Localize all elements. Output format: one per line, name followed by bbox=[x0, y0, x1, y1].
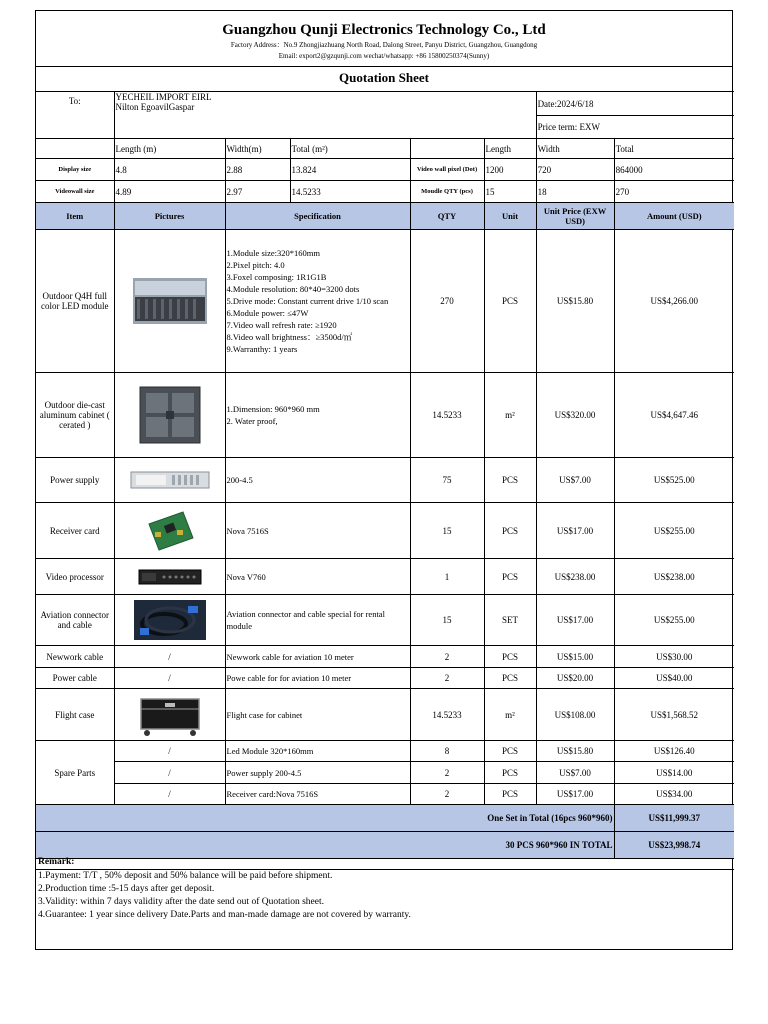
spec-line: 2. Water proof, bbox=[226, 416, 278, 426]
item-unit-price: US$238.00 bbox=[536, 559, 614, 595]
item-qty: 2 bbox=[410, 668, 484, 689]
pixel-length: 1200 bbox=[484, 159, 536, 181]
item-unit-price: US$20.00 bbox=[536, 668, 614, 689]
col-amount: Amount (USD) bbox=[614, 203, 734, 230]
item-spec bbox=[225, 373, 410, 458]
remark-line: 4.Guarantee: 1 year since delivery Date.Parts and man-made damage are not covered by warranty. bbox=[38, 910, 411, 920]
item-unit-price: US$7.00 bbox=[536, 458, 614, 503]
led-module-image bbox=[116, 278, 224, 324]
spare-unit: PCS bbox=[484, 741, 536, 762]
item-picture bbox=[114, 503, 225, 559]
item-picture bbox=[114, 689, 225, 741]
item-unit-price: US$15.80 bbox=[536, 230, 614, 373]
item-amount: US$30.00 bbox=[614, 646, 734, 668]
col-qty: QTY bbox=[410, 203, 484, 230]
module-qty-label: Moudle QTY (pcs) bbox=[410, 181, 484, 203]
item-qty: 15 bbox=[410, 595, 484, 646]
item-spec: Nova 7516S bbox=[225, 503, 410, 559]
item-picture bbox=[114, 458, 225, 503]
item-name: Outdoor Q4H full color LED module bbox=[36, 230, 114, 373]
remark-line: 2.Production time :5-15 days after get deposit. bbox=[38, 884, 215, 894]
col-unit-price: Unit Price (EXW USD) bbox=[536, 203, 614, 230]
item-picture bbox=[114, 559, 225, 595]
videowall-size-label: Videowall size bbox=[36, 181, 114, 203]
item-spec: Flight case for cabinet bbox=[225, 689, 410, 741]
item-name: Receiver card bbox=[36, 503, 114, 559]
item-unit: m² bbox=[484, 373, 536, 458]
customer-block bbox=[114, 92, 536, 139]
item-spec bbox=[225, 230, 410, 373]
customer-name: YECHEIL IMPORT EIRL bbox=[115, 92, 212, 102]
spare-amount: US$126.40 bbox=[614, 741, 734, 762]
size-header-width: Width(m) bbox=[225, 139, 290, 159]
item-unit: PCS bbox=[484, 559, 536, 595]
display-width: 2.88 bbox=[225, 159, 290, 181]
item-qty: 270 bbox=[410, 230, 484, 373]
pixel-header-length: Length bbox=[484, 139, 536, 159]
sheet-title: Quotation Sheet bbox=[36, 66, 732, 92]
spec-line: 5.Drive mode: Constant current drive 1/10 scan bbox=[226, 296, 389, 306]
item-spec: 200-4.5 bbox=[225, 458, 410, 503]
aviation-cable-image bbox=[116, 600, 224, 640]
spec-line: 8.Video wall brightness：≥3500d/㎡ bbox=[226, 332, 353, 342]
set-total-label: One Set in Total (16pcs 960*960) bbox=[36, 805, 614, 832]
item-name: Aviation connector and cable bbox=[36, 595, 114, 646]
quotation-sheet bbox=[35, 10, 733, 950]
quotation-table bbox=[36, 91, 734, 859]
module-width: 18 bbox=[536, 181, 614, 203]
spare-qty: 2 bbox=[410, 762, 484, 784]
spec-line: 7.Video wall refresh rate: ≥1920 bbox=[226, 320, 337, 330]
size-header-length: Length (m) bbox=[114, 139, 225, 159]
item-unit-price: US$17.00 bbox=[536, 503, 614, 559]
col-pictures: Pictures bbox=[114, 203, 225, 230]
remarks-title: Remark: bbox=[36, 856, 734, 870]
videowall-length: 4.89 bbox=[114, 181, 225, 203]
item-unit: PCS bbox=[484, 458, 536, 503]
item-name: Video processor bbox=[36, 559, 114, 595]
item-picture bbox=[114, 230, 225, 373]
receiver-card-image bbox=[116, 510, 224, 552]
spec-line: 2.Pixel pitch: 4.0 bbox=[226, 260, 285, 270]
video-wall-pixel-label: Video wall pixel (Dot) bbox=[410, 159, 484, 181]
item-spec: Powe cable for for aviation 10 meter bbox=[225, 668, 410, 689]
item-name: Power cable bbox=[36, 668, 114, 689]
item-unit: PCS bbox=[484, 503, 536, 559]
pixel-total: 864000 bbox=[614, 159, 734, 181]
item-picture bbox=[114, 373, 225, 458]
item-name: Newwork cable bbox=[36, 646, 114, 668]
item-amount: US$255.00 bbox=[614, 595, 734, 646]
company-address: Factory Address：No.9 Zhongjiazhuang North Road, Dalong Street, Panyu District, Guangzhou, Guangdong bbox=[230, 41, 538, 49]
spare-picture: / bbox=[114, 741, 225, 762]
item-name: Outdoor die-cast aluminum cabinet ( cerated ) bbox=[36, 373, 114, 458]
col-item: Item bbox=[36, 203, 114, 230]
company-contact: Email: export2@gzqunji.com wechat/whatsapp: +86 15800250374(Sunny) bbox=[278, 52, 490, 60]
item-spec: Nova V760 bbox=[225, 559, 410, 595]
spare-qty: 2 bbox=[410, 784, 484, 805]
item-amount: US$4,266.00 bbox=[614, 230, 734, 373]
grand-total-amount: US$23,998.74 bbox=[614, 832, 734, 859]
flight-case-image bbox=[116, 693, 224, 737]
item-qty: 14.5233 bbox=[410, 689, 484, 741]
videowall-width: 2.97 bbox=[225, 181, 290, 203]
item-amount: US$255.00 bbox=[614, 503, 734, 559]
item-unit-price: US$320.00 bbox=[536, 373, 614, 458]
module-length: 15 bbox=[484, 181, 536, 203]
grand-total-label: 30 PCS 960*960 IN TOTAL bbox=[36, 832, 614, 859]
spare-qty: 8 bbox=[410, 741, 484, 762]
price-term: Price term: EXW bbox=[536, 116, 734, 139]
item-picture: / bbox=[114, 668, 225, 689]
item-spec: Aviation connector and cable special for rental module bbox=[225, 595, 410, 646]
spare-unit: PCS bbox=[484, 784, 536, 805]
company-header bbox=[36, 11, 732, 67]
quote-date: Date:2024/6/18 bbox=[536, 92, 734, 116]
item-name: Flight case bbox=[36, 689, 114, 741]
item-spec: Newwork cable for aviation 10 meter bbox=[225, 646, 410, 668]
pixel-width: 720 bbox=[536, 159, 614, 181]
spare-picture: / bbox=[114, 762, 225, 784]
item-qty: 1 bbox=[410, 559, 484, 595]
spec-line: 4.Module resolution: 80*40=3200 dots bbox=[226, 284, 360, 294]
spec-line: 1.Module size:320*160mm bbox=[226, 248, 320, 258]
item-qty: 14.5233 bbox=[410, 373, 484, 458]
spare-spec: Led Module 320*160mm bbox=[225, 741, 410, 762]
item-amount: US$525.00 bbox=[614, 458, 734, 503]
spare-unit-price: US$7.00 bbox=[536, 762, 614, 784]
item-unit: SET bbox=[484, 595, 536, 646]
item-qty: 75 bbox=[410, 458, 484, 503]
item-amount: US$1,568.52 bbox=[614, 689, 734, 741]
video-processor-image bbox=[116, 568, 224, 586]
spare-unit-price: US$17.00 bbox=[536, 784, 614, 805]
to-label: To: bbox=[36, 92, 114, 139]
customer-contact: Nilton EgoavilGaspar bbox=[115, 102, 195, 112]
item-unit-price: US$108.00 bbox=[536, 689, 614, 741]
display-size-label: Display size bbox=[36, 159, 114, 181]
size-header-total: Total (m²) bbox=[290, 139, 410, 159]
spare-spec: Power supply 200-4.5 bbox=[225, 762, 410, 784]
spare-spec: Receiver card:Nova 7516S bbox=[225, 784, 410, 805]
item-name: Power supply bbox=[36, 458, 114, 503]
item-qty: 2 bbox=[410, 646, 484, 668]
cabinet-image bbox=[116, 385, 224, 445]
videowall-total: 14.5233 bbox=[290, 181, 410, 203]
spec-line: 1.Dimension: 960*960 mm bbox=[226, 404, 320, 414]
set-total-amount: US$11,999.37 bbox=[614, 805, 734, 832]
col-specification: Specification bbox=[225, 203, 410, 230]
spec-line: 9.Warranthy: 1 years bbox=[226, 344, 298, 354]
item-unit: PCS bbox=[484, 230, 536, 373]
item-unit: PCS bbox=[484, 646, 536, 668]
power-supply-image bbox=[116, 469, 224, 491]
display-length: 4.8 bbox=[114, 159, 225, 181]
item-unit: PCS bbox=[484, 668, 536, 689]
spare-amount: US$34.00 bbox=[614, 784, 734, 805]
spare-picture: / bbox=[114, 784, 225, 805]
display-total: 13.824 bbox=[290, 159, 410, 181]
spare-parts-label: Spare Parts bbox=[36, 741, 114, 805]
spare-unit: PCS bbox=[484, 762, 536, 784]
remarks-section bbox=[36, 856, 734, 922]
module-total: 270 bbox=[614, 181, 734, 203]
remark-line: 1.Payment: T/T , 50% deposit and 50% balance will be paid before shipment. bbox=[38, 871, 333, 881]
item-amount: US$40.00 bbox=[614, 668, 734, 689]
spare-amount: US$14.00 bbox=[614, 762, 734, 784]
item-amount: US$4,647.46 bbox=[614, 373, 734, 458]
item-unit-price: US$17.00 bbox=[536, 595, 614, 646]
item-unit-price: US$15.00 bbox=[536, 646, 614, 668]
item-picture: / bbox=[114, 646, 225, 668]
spec-line: 6.Module power: ≤47W bbox=[226, 308, 309, 318]
col-unit: Unit bbox=[484, 203, 536, 230]
remark-line: 3.Validity: within 7 days validity after the date send out of Quotation sheet. bbox=[38, 897, 324, 907]
item-unit: m² bbox=[484, 689, 536, 741]
spec-line: 3.Foxel composing: 1R1G1B bbox=[226, 272, 327, 282]
item-picture bbox=[114, 595, 225, 646]
company-name: Guangzhou Qunji Electronics Technology Co., Ltd bbox=[222, 22, 546, 38]
pixel-header-width: Width bbox=[536, 139, 614, 159]
item-amount: US$238.00 bbox=[614, 559, 734, 595]
spare-unit-price: US$15.80 bbox=[536, 741, 614, 762]
item-qty: 15 bbox=[410, 503, 484, 559]
pixel-header-total: Total bbox=[614, 139, 734, 159]
